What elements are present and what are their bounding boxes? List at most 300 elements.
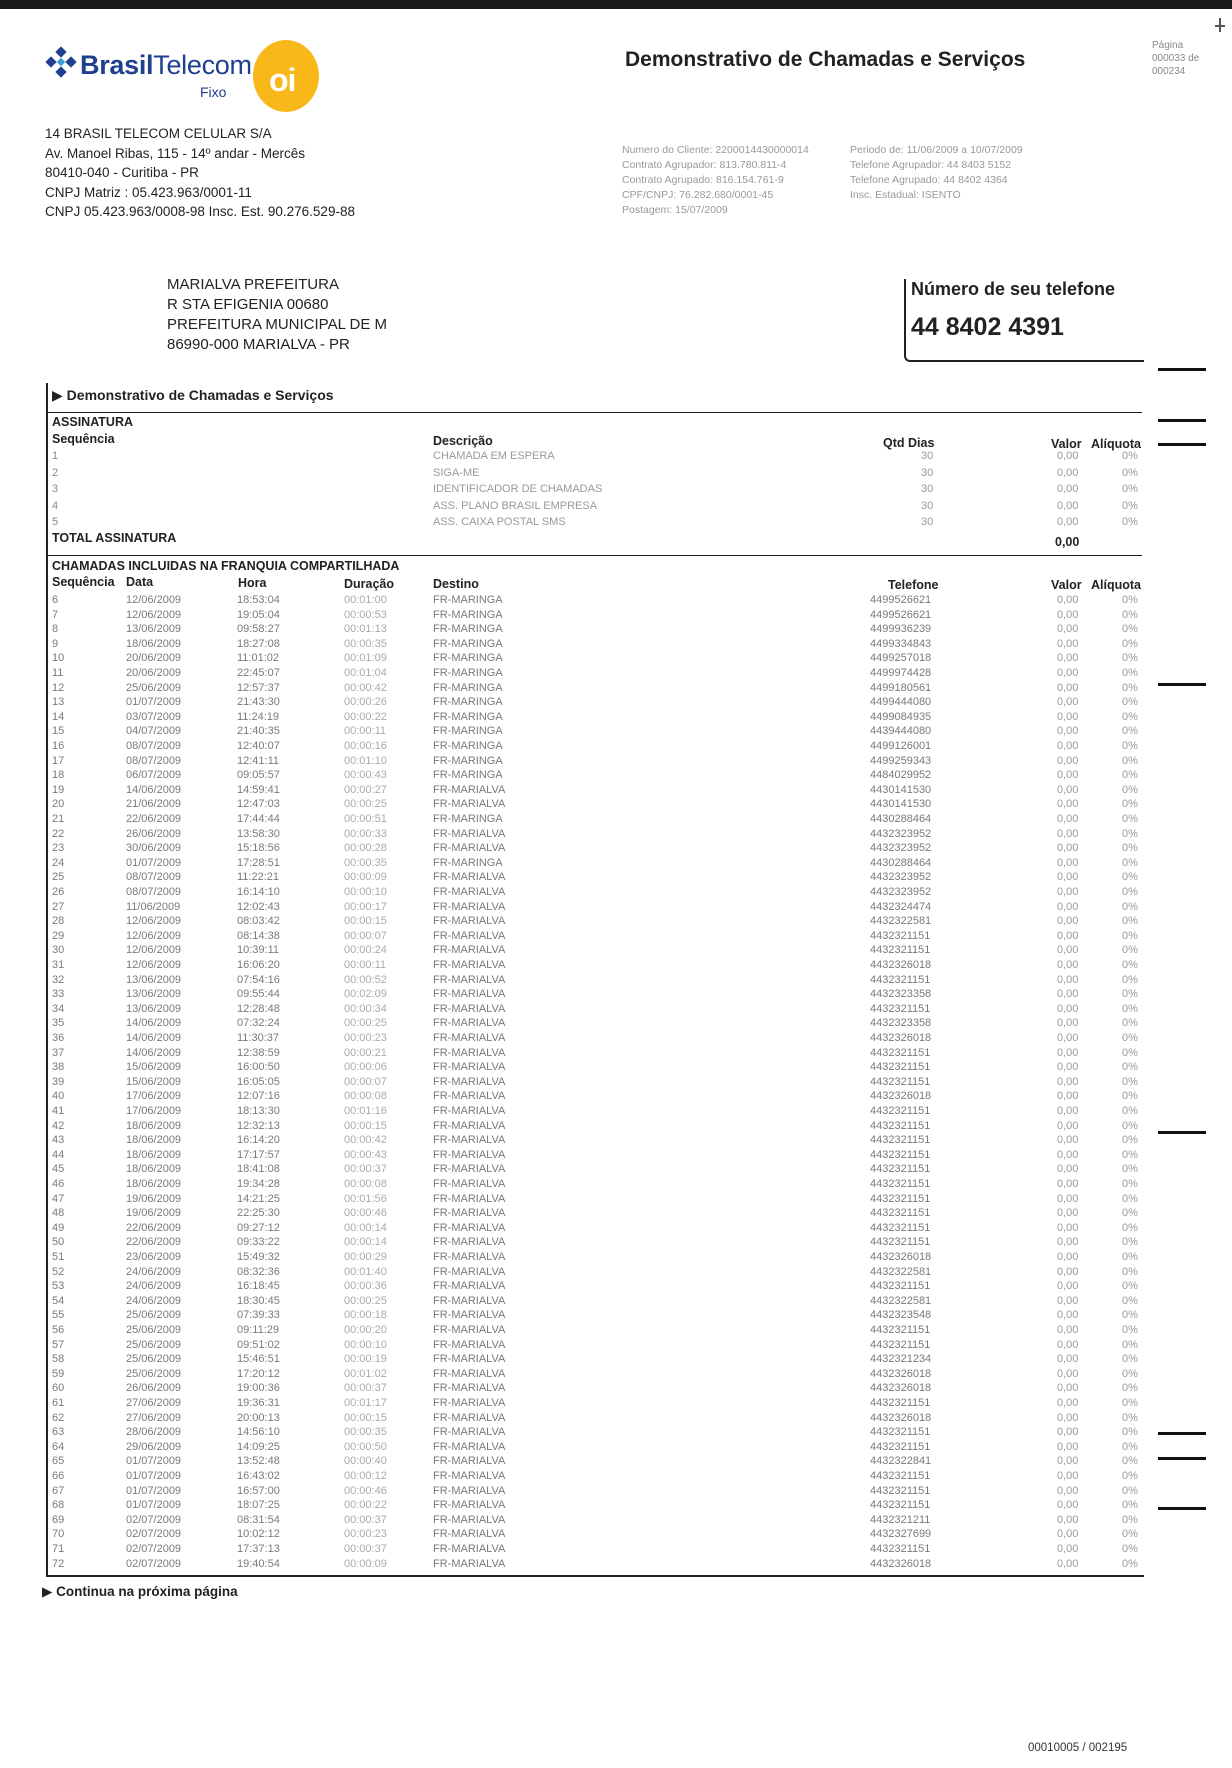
call-time: 19:00:36 [237, 1382, 280, 1395]
call-phone: 4432321151 [870, 1338, 931, 1351]
call-phone: 4432322581 [870, 1294, 932, 1307]
call-phone: 4432322581 [870, 915, 932, 928]
call-date: 22/06/2009 [126, 813, 182, 825]
call-duration: 00:00:50 [344, 1440, 387, 1453]
call-date: 01/07/2009 [126, 1470, 182, 1482]
company-line: 14 BRASIL TELECOM CELULAR S/A [45, 126, 272, 141]
call-time: 09:05:57 [237, 769, 280, 782]
call-rate: 0% [1122, 842, 1138, 855]
call-rate: 0% [1122, 1061, 1138, 1074]
table-row [52, 1206, 1140, 1221]
call-phone: 4499974428 [870, 667, 932, 679]
assinatura-aliquota: 0% [1122, 450, 1138, 462]
call-date: 12/06/2009 [126, 929, 182, 942]
call-value: 0,00 [1057, 1397, 1079, 1409]
call-value: 0,00 [1057, 1528, 1079, 1541]
call-date: 06/07/2009 [126, 769, 182, 782]
call-rate: 0% [1122, 1338, 1138, 1351]
call-seq: 33 [52, 988, 65, 1001]
corner-registration-mark-h [1215, 25, 1225, 27]
call-rate: 0% [1122, 608, 1138, 621]
call-rate: 0% [1122, 827, 1138, 840]
call-time: 07:39:33 [237, 1309, 280, 1322]
call-rate: 0% [1122, 1528, 1138, 1541]
call-phone: 4432321151 [870, 1236, 931, 1249]
call-time: 09:11:29 [237, 1324, 280, 1336]
call-value: 0,00 [1057, 1470, 1079, 1482]
call-seq: 66 [52, 1470, 65, 1482]
call-value: 0,00 [1057, 667, 1079, 679]
call-destination: FR-MARIALVA [433, 1192, 506, 1205]
call-destination: FR-MARINGA [433, 725, 503, 738]
call-phone: 4432321151 [870, 1163, 931, 1176]
table-row [52, 973, 1140, 988]
call-time: 11:01:02 [237, 652, 280, 665]
call-duration: 00:00:37 [344, 1543, 387, 1555]
call-value: 0,00 [1057, 827, 1079, 840]
call-rate: 0% [1122, 1513, 1138, 1526]
call-destination: FR-MARIALVA [433, 1382, 506, 1395]
call-destination: FR-MARINGA [433, 740, 503, 752]
call-rate: 0% [1122, 1148, 1138, 1161]
call-phone: 4432321151 [870, 1543, 931, 1555]
page-info: Página 000033 de 000234 [1152, 40, 1200, 77]
call-time: 17:44:44 [237, 813, 280, 825]
margin-mark [1158, 1507, 1206, 1510]
table-row [52, 797, 1140, 812]
call-value: 0,00 [1057, 1075, 1079, 1088]
call-destination: FR-MARINGA [433, 856, 503, 869]
call-seq: 32 [52, 973, 65, 986]
assinatura-seq: 4 [52, 499, 59, 512]
call-destination: FR-MARIALVA [433, 1280, 506, 1293]
call-date: 28/06/2009 [126, 1426, 182, 1439]
assinatura-qtd: 30 [921, 499, 934, 512]
call-value: 0,00 [1057, 623, 1079, 636]
call-phone: 4432321151 [870, 1061, 931, 1074]
call-value: 0,00 [1057, 900, 1079, 913]
call-rate: 0% [1122, 915, 1138, 928]
table-row [52, 724, 1140, 739]
assinatura-qtd: 30 [921, 466, 934, 479]
call-seq: 16 [52, 740, 65, 752]
call-time: 18:13:30 [237, 1105, 280, 1117]
call-duration: 00:00:35 [344, 856, 387, 869]
call-seq: 46 [52, 1178, 65, 1190]
call-value: 0,00 [1057, 1440, 1079, 1453]
assinatura-row [52, 448, 1140, 465]
chamadas-header-seq: Sequência [52, 575, 115, 589]
call-time: 21:40:35 [237, 725, 280, 738]
call-destination: FR-MARIALVA [433, 1251, 506, 1263]
call-destination: FR-MARIALVA [433, 1484, 506, 1497]
call-date: 01/07/2009 [126, 856, 182, 869]
document-title: Demonstrativo de Chamadas e Serviços [625, 48, 1026, 71]
call-duration: 00:00:09 [344, 871, 387, 884]
call-phone: 4432326018 [870, 1411, 932, 1424]
call-destination: FR-MARINGA [433, 608, 503, 621]
call-seq: 57 [52, 1338, 65, 1351]
company-info [45, 124, 355, 222]
table-row [52, 1075, 1140, 1090]
call-rate: 0% [1122, 681, 1138, 694]
call-duration: 00:00:10 [344, 1338, 387, 1351]
call-time: 11:30:37 [237, 1032, 280, 1044]
call-date: 08/07/2009 [126, 754, 182, 767]
call-rate: 0% [1122, 1557, 1138, 1570]
call-phone: 4432323358 [870, 1017, 932, 1030]
call-phone: 4432321151 [870, 1280, 931, 1293]
call-duration: 00:00:34 [344, 1002, 387, 1015]
call-time: 16:05:05 [237, 1075, 280, 1088]
call-date: 20/06/2009 [126, 652, 182, 665]
call-rate: 0% [1122, 652, 1138, 665]
assinatura-desc: CHAMADA EM ESPERA [433, 450, 555, 462]
table-row [52, 1440, 1140, 1455]
table-row [52, 1323, 1140, 1338]
phone-label: Número de seu telefone [911, 279, 1116, 299]
margin-mark [1158, 419, 1206, 422]
call-time: 14:21:25 [237, 1192, 280, 1205]
call-destination: FR-MARIALVA [433, 1294, 506, 1307]
table-row [52, 1308, 1140, 1323]
table-row [52, 827, 1140, 842]
call-destination: FR-MARINGA [433, 696, 503, 709]
call-rate: 0% [1122, 1294, 1138, 1307]
call-duration: 00:00:14 [344, 1221, 387, 1234]
call-rate: 0% [1122, 1002, 1138, 1015]
call-value: 0,00 [1057, 754, 1079, 767]
call-time: 08:32:36 [237, 1265, 280, 1278]
assinatura-title: ASSINATURA [52, 415, 134, 429]
call-date: 12/06/2009 [126, 594, 182, 606]
call-phone: 4432321151 [870, 1075, 931, 1088]
call-date: 02/07/2009 [126, 1543, 182, 1555]
call-time: 10:02:12 [237, 1528, 280, 1541]
client-info-left: Numero do Cliente: 2200014430000014 Contrato Agrupador: 813.780.811-4 Contrato Agrupado: 816.154.761-9 CPF/CNPJ: 76.282.680/0001-45 Postagem: 15/07/2009 [622, 144, 809, 216]
call-phone: 4432321151 [870, 1484, 931, 1497]
call-rate: 0% [1122, 1353, 1138, 1366]
call-destination: FR-MARIALVA [433, 1440, 506, 1453]
call-seq: 37 [52, 1046, 65, 1059]
call-seq: 59 [52, 1367, 65, 1380]
total-assinatura-value: 0,00 [1055, 535, 1080, 549]
call-time: 13:52:48 [237, 1455, 280, 1468]
call-duration: 00:00:25 [344, 798, 387, 811]
call-duration: 00:00:15 [344, 1411, 387, 1424]
call-date: 25/06/2009 [126, 1338, 182, 1351]
call-time: 08:14:38 [237, 929, 280, 942]
call-seq: 48 [52, 1207, 65, 1220]
call-value: 0,00 [1057, 1557, 1079, 1570]
call-rate: 0% [1122, 1440, 1138, 1453]
call-duration: 00:00:07 [344, 1075, 387, 1088]
table-row [52, 1060, 1140, 1075]
table-row [52, 1002, 1140, 1017]
call-duration: 00:00:18 [344, 1309, 387, 1322]
call-destination: FR-MARINGA [433, 681, 503, 694]
call-phone: 4432323952 [870, 886, 932, 898]
call-rate: 0% [1122, 871, 1138, 884]
call-duration: 00:00:42 [344, 681, 387, 694]
call-destination: FR-MARIALVA [433, 783, 506, 796]
call-duration: 00:00:11 [344, 725, 387, 738]
call-value: 0,00 [1057, 1294, 1079, 1307]
call-time: 22:25:30 [237, 1207, 280, 1220]
call-duration: 00:00:08 [344, 1178, 387, 1190]
call-time: 08:03:42 [237, 915, 280, 928]
call-time: 18:53:04 [237, 594, 280, 606]
table-row [52, 695, 1140, 710]
call-time: 19:05:04 [237, 608, 280, 621]
call-phone: 4432321151 [870, 1426, 931, 1439]
call-rate: 0% [1122, 988, 1138, 1001]
call-destination: FR-MARIALVA [433, 1032, 506, 1044]
call-seq: 15 [52, 725, 65, 738]
call-date: 18/06/2009 [126, 1148, 182, 1161]
call-date: 18/06/2009 [126, 637, 182, 650]
table-row [52, 1250, 1140, 1265]
assinatura-row [52, 498, 1140, 515]
client-info-right: Periodo de: 11/06/2009 a 10/07/2009 Telefone Agrupador: 44 8403 5152 Telefone Agrupado: 44 8402 4364 Insc. Estadual: ISENTO [850, 144, 1023, 201]
call-value: 0,00 [1057, 1236, 1079, 1249]
margin-mark [1158, 1457, 1206, 1460]
call-date: 08/07/2009 [126, 871, 182, 884]
call-seq: 11 [52, 667, 64, 679]
call-time: 11:22:21 [237, 871, 280, 884]
call-time: 15:18:56 [237, 842, 280, 855]
call-destination: FR-MARIALVA [433, 1528, 506, 1541]
call-destination: FR-MARIALVA [433, 1163, 506, 1176]
call-seq: 9 [52, 637, 59, 650]
call-destination: FR-MARIALVA [433, 1557, 506, 1570]
call-time: 12:41:11 [237, 754, 280, 767]
call-destination: FR-MARINGA [433, 623, 503, 636]
call-rate: 0% [1122, 886, 1138, 898]
call-value: 0,00 [1057, 1221, 1079, 1234]
call-date: 21/06/2009 [126, 798, 182, 811]
call-rate: 0% [1122, 769, 1138, 782]
call-duration: 00:00:16 [344, 740, 387, 752]
call-duration: 00:00:12 [344, 1470, 387, 1482]
call-phone: 4432327699 [870, 1528, 932, 1541]
call-duration: 00:00:10 [344, 886, 387, 898]
call-rate: 0% [1122, 1251, 1138, 1263]
call-duration: 00:00:43 [344, 1148, 387, 1161]
call-duration: 00:02:09 [344, 988, 387, 1001]
call-date: 08/07/2009 [126, 740, 182, 752]
table-row [52, 710, 1140, 725]
call-phone: 4432321151 [870, 1221, 931, 1234]
call-duration: 00:00:37 [344, 1163, 387, 1176]
call-phone: 4430141530 [870, 798, 932, 811]
call-date: 25/06/2009 [126, 1353, 182, 1366]
call-time: 08:31:54 [237, 1513, 280, 1526]
phone-number: 44 8402 4391 [911, 313, 1064, 341]
call-phone: 4430288464 [870, 813, 932, 825]
call-date: 30/06/2009 [126, 842, 182, 855]
table-row [52, 812, 1140, 827]
call-date: 24/06/2009 [126, 1265, 182, 1278]
call-seq: 44 [52, 1148, 65, 1161]
call-duration: 00:00:43 [344, 769, 387, 782]
call-value: 0,00 [1057, 608, 1079, 621]
call-seq: 10 [52, 652, 65, 665]
call-duration: 00:00:29 [344, 1251, 387, 1263]
call-time: 19:36:31 [237, 1397, 280, 1409]
call-seq: 62 [52, 1411, 65, 1424]
call-date: 02/07/2009 [126, 1557, 182, 1570]
call-rate: 0% [1122, 1470, 1138, 1482]
call-destination: FR-MARIALVA [433, 959, 506, 971]
call-date: 24/06/2009 [126, 1294, 182, 1307]
call-value: 0,00 [1057, 1499, 1079, 1512]
assinatura-seq: 2 [52, 466, 59, 479]
call-duration: 00:00:37 [344, 1513, 387, 1526]
call-time: 20:00:13 [237, 1411, 280, 1424]
call-value: 0,00 [1057, 842, 1079, 855]
call-rate: 0% [1122, 1382, 1138, 1395]
assinatura-qtd: 30 [921, 483, 934, 495]
call-duration: 00:00:19 [344, 1353, 387, 1366]
call-seq: 41 [52, 1105, 65, 1117]
call-date: 23/06/2009 [126, 1251, 182, 1263]
call-seq: 47 [52, 1192, 65, 1205]
call-time: 17:28:51 [237, 856, 280, 869]
call-duration: 00:01:40 [344, 1265, 387, 1278]
call-value: 0,00 [1057, 1455, 1079, 1468]
call-destination: FR-MARINGA [433, 667, 503, 679]
call-value: 0,00 [1057, 1309, 1079, 1322]
call-time: 12:38:59 [237, 1046, 280, 1059]
call-value: 0,00 [1057, 594, 1079, 606]
call-time: 16:57:00 [237, 1484, 280, 1497]
call-phone: 4499936239 [870, 623, 932, 636]
call-time: 09:27:12 [237, 1221, 280, 1234]
call-seq: 38 [52, 1061, 65, 1074]
call-time: 12:57:37 [237, 681, 280, 694]
call-value: 0,00 [1057, 1178, 1079, 1190]
call-destination: FR-MARIALVA [433, 1499, 506, 1512]
call-phone: 4432321151 [870, 944, 931, 957]
call-phone: 4432321151 [870, 1119, 931, 1132]
call-seq: 34 [52, 1002, 65, 1015]
call-duration: 00:01:10 [344, 754, 387, 767]
call-date: 22/06/2009 [126, 1221, 182, 1234]
call-value: 0,00 [1057, 1367, 1079, 1380]
call-date: 17/06/2009 [126, 1105, 182, 1117]
company-line: CNPJ Matriz : 05.423.963/0001-11 [45, 184, 252, 200]
call-rate: 0% [1122, 1411, 1138, 1424]
call-date: 26/06/2009 [126, 1382, 182, 1395]
call-rate: 0% [1122, 1192, 1138, 1205]
call-destination: FR-MARIALVA [433, 871, 506, 884]
call-rate: 0% [1122, 1265, 1138, 1278]
call-rate: 0% [1122, 944, 1138, 957]
call-seq: 54 [52, 1294, 65, 1307]
call-value: 0,00 [1057, 1513, 1079, 1526]
assinatura-row [52, 481, 1140, 498]
call-date: 25/06/2009 [126, 1367, 182, 1380]
company-line: Av. Manoel Ribas, 115 - 14º andar - Mercês [45, 145, 306, 161]
table-row [52, 651, 1140, 666]
call-value: 0,00 [1057, 798, 1079, 811]
call-rate: 0% [1122, 710, 1138, 723]
chamadas-header-aliquota: Alíquota [1091, 578, 1141, 592]
call-value: 0,00 [1057, 710, 1079, 723]
call-time: 22:45:07 [237, 667, 280, 679]
call-time: 12:02:43 [237, 900, 280, 913]
mailing-address: MARIALVA PREFEITURA R STA EFIGENIA 00680 PREFEITURA MUNICIPAL DE M 86990-000 MARIALVA - PR [167, 276, 388, 353]
call-date: 12/06/2009 [126, 959, 182, 971]
call-date: 25/06/2009 [126, 681, 182, 694]
call-value: 0,00 [1057, 740, 1079, 752]
assinatura-desc: ASS. PLANO BRASIL EMPRESA [433, 499, 598, 512]
call-rate: 0% [1122, 1324, 1138, 1336]
call-date: 11/06/2009 [126, 900, 181, 913]
call-seq: 22 [52, 827, 65, 840]
call-rate: 0% [1122, 783, 1138, 796]
call-duration: 00:00:23 [344, 1032, 387, 1044]
margin-mark [1158, 443, 1206, 446]
call-value: 0,00 [1057, 1119, 1079, 1132]
assinatura-valor: 0,00 [1057, 499, 1079, 512]
chamadas-header-hora: Hora [238, 576, 267, 590]
call-time: 10:39:11 [237, 944, 280, 957]
call-time: 07:54:16 [237, 973, 280, 986]
call-seq: 63 [52, 1426, 65, 1439]
call-destination: FR-MARINGA [433, 710, 503, 723]
table-row [52, 1192, 1140, 1207]
call-seq: 64 [52, 1440, 65, 1453]
call-duration: 00:00:23 [344, 1528, 387, 1541]
call-rate: 0% [1122, 1090, 1138, 1103]
call-date: 14/06/2009 [126, 1017, 182, 1030]
call-destination: FR-MARIALVA [433, 1367, 506, 1380]
call-seq: 19 [52, 783, 65, 796]
call-value: 0,00 [1057, 725, 1079, 738]
call-seq: 65 [52, 1455, 65, 1468]
call-seq: 53 [52, 1280, 65, 1293]
call-duration: 00:01:04 [344, 667, 387, 679]
call-destination: FR-MARINGA [433, 652, 503, 665]
assinatura-seq: 5 [52, 516, 59, 528]
call-date: 13/06/2009 [126, 988, 182, 1001]
call-seq: 6 [52, 594, 59, 606]
call-rate: 0% [1122, 959, 1138, 971]
call-seq: 31 [52, 959, 65, 971]
call-destination: FR-MARIALVA [433, 1470, 506, 1482]
call-time: 12:28:48 [237, 1002, 280, 1015]
call-date: 12/06/2009 [126, 915, 182, 928]
brand-subtitle: Fixo [200, 84, 227, 100]
table-row [52, 1425, 1140, 1440]
call-seq: 7 [52, 608, 59, 621]
call-duration: 00:00:09 [344, 1557, 387, 1570]
call-destination: FR-MARIALVA [433, 1075, 506, 1088]
call-duration: 00:01:02 [344, 1367, 387, 1380]
call-duration: 00:01:17 [344, 1397, 387, 1409]
call-destination: FR-MARIALVA [433, 1236, 506, 1249]
call-date: 26/06/2009 [126, 827, 182, 840]
call-seq: 42 [52, 1119, 65, 1132]
table-row [52, 885, 1140, 900]
call-value: 0,00 [1057, 1032, 1079, 1044]
table-row [52, 1513, 1140, 1528]
call-phone: 4499526621 [870, 594, 932, 606]
call-date: 18/06/2009 [126, 1178, 182, 1190]
call-time: 12:40:07 [237, 740, 280, 752]
